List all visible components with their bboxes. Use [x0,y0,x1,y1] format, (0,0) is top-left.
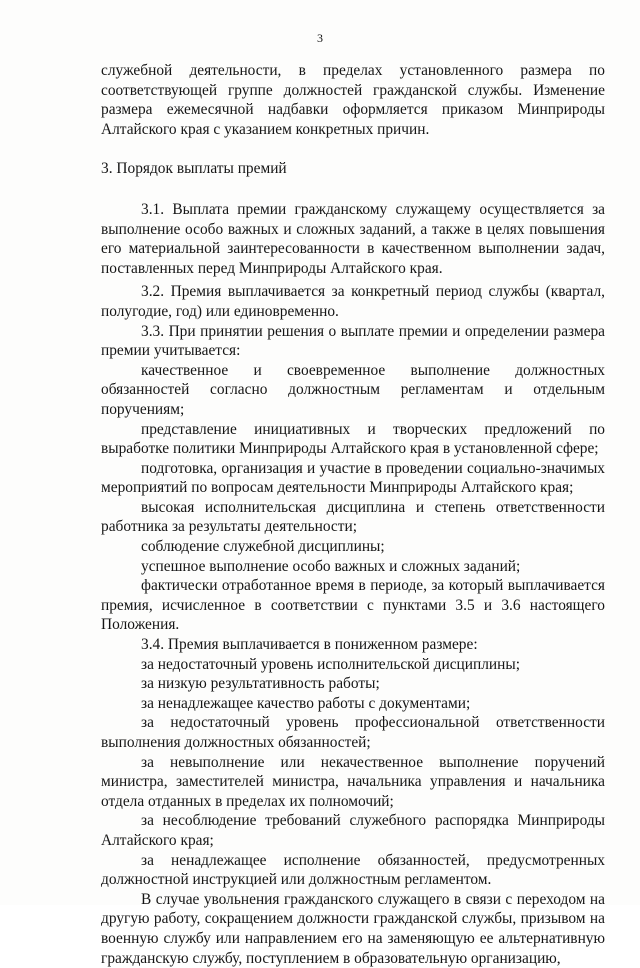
paragraph-3-2: 3.2. Премия выплачивается за конкретный период службы (квартал, полугодие, год) или единовременно. [101,283,605,320]
reduction-item: за невыполнение или некачественное выполнение поручений министра, заместителей министра, начальника управления и начальника отдела отданных в пределах их полномочий; [101,753,605,810]
dismissal-paragraph: В случае увольнения гражданского служащего в связи с переходом на другую работу, сокращением должности гражданской службы, призывом на военную службу или направлением его на заменяющую ее альтернативную гражданскую службу, поступлением в образовательную организацию, [101,890,605,967]
criterion-item: качественное и своевременное выполнение должностных обязанностей согласно должностным регламентам и отдельным поручениям; [101,361,605,418]
reduction-item: за недостаточный уровень исполнительской дисциплины; [141,655,521,673]
paragraph-3-3: 3.3. При принятии решения о выплате премии и определении размера премии учитывается: [101,322,605,360]
page-number: 3 [317,31,323,45]
criterion-item: фактически отработанное время в периоде, за который выплачивается премия, исчисленное в соответствии с пунктами 3.5 и 3.6 настоящего Положения. [101,577,605,634]
reduction-item: за ненадлежащее исполнение обязанностей, предусмотренных должностной инструкцией или должностным регламентом. [101,851,605,889]
paragraph-3-4: 3.4. Премия выплачивается в пониженном размере: [141,636,478,654]
criterion-item: успешное выполнение особо важных и сложных заданий; [141,557,521,575]
criterion-item: соблюдение служебной дисциплины; [141,538,385,556]
criterion-item: представление инициативных и творческих предложений по выработке политики Минприроды Алтайского края в установленной сфере; [101,420,605,458]
reduction-item: за недостаточный уровень профессиональной ответственности выполнения должностных обязанностей; [101,714,605,751]
criterion-item: высокая исполнительская дисциплина и степень ответственности работника за результаты деятельности; [101,498,605,536]
paragraph-3-1: 3.1. Выплата премии гражданскому служащему осуществляется за выполнение особо важных и сложных заданий, а также в целях повышения его материальной заинтересованности в качественном выполнении задач, поставленных перед Минприроды Алтайского края. [101,200,605,277]
intro-paragraph: служебной деятельности, в пределах установленного размера по соответствующей группе должностей гражданской службы. Изменение размера ежемесячной надбавки оформляется приказом Минприроды Алтайского края с указанием конкретных причин. [101,62,605,138]
section-heading: 3. Порядок выплаты премий [101,160,287,178]
reduction-item: за несоблюдение требований служебного распорядка Минприроды Алтайского края; [101,812,605,849]
document-body [101,61,605,968]
reduction-item: за низкую результативность работы; [141,675,380,693]
reduction-item: за ненадлежащее качество работы с документами; [141,694,471,712]
criterion-item: подготовка, организация и участие в проведении социально-значимых мероприятий по вопросам деятельности Минприроды Алтайского края; [101,459,605,497]
